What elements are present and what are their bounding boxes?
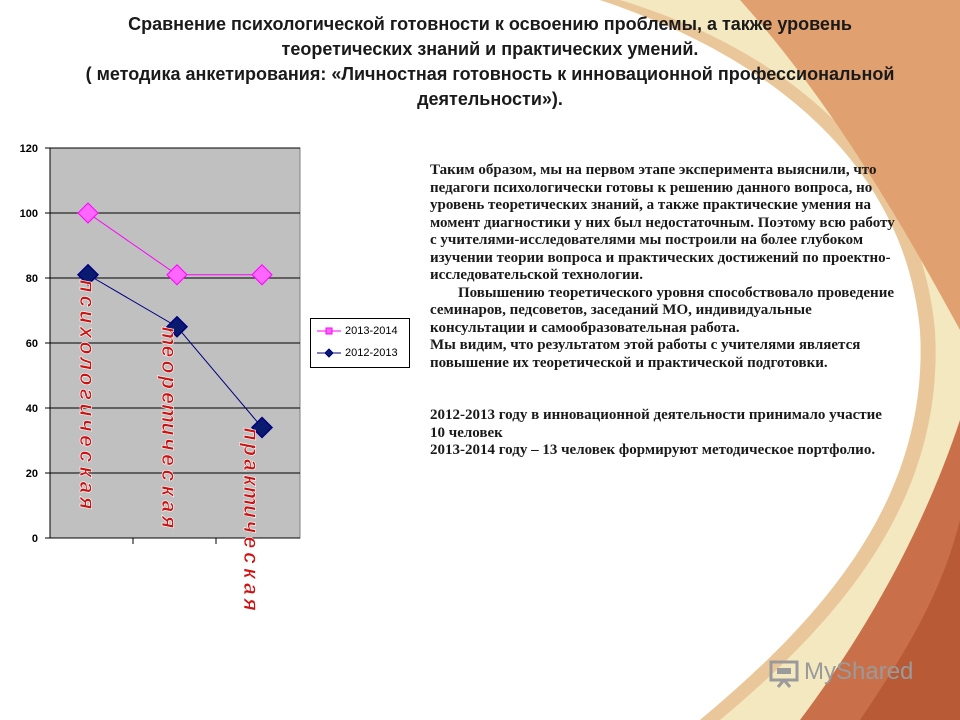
category-label-char: е	[157, 392, 180, 404]
category-label-char: р	[239, 443, 262, 456]
category-label-char: к	[75, 466, 98, 478]
category-label-char: х	[75, 326, 98, 339]
paragraph-2012-2013: 2012-2013 году в инновационной деятельности принимало участие 10 человек	[430, 407, 882, 441]
watermark-label: MyShared	[804, 658, 914, 685]
category-label-char: с	[75, 450, 98, 463]
category-label-char: о	[157, 360, 180, 374]
y-tick-label-120: 120	[19, 143, 38, 155]
legend-label-2013-2014: 2013-2014	[345, 325, 398, 337]
legend-label-2012-2013: 2012-2013	[345, 347, 398, 359]
category-label-char: е	[157, 345, 180, 358]
paragraph-conclusion: Таким образом, мы на первом этапе эксперимента выяснили, что педагоги психологически готовы к решению данного вопроса, но уровень теоретических знаний, а также практические умения на момент диагностики у них был недостаточным. Поэтому всю работу с учителями-исследователями мы построили на более глубоком изучении теории вопроса и практических достижений по проектно-исследовательской технологии.	[430, 162, 895, 283]
category-label-char: и	[157, 422, 180, 436]
category-label-char: а	[157, 500, 180, 513]
category-label-char: е	[75, 435, 98, 447]
category-label-char: ч	[239, 520, 262, 534]
category-label-char: я	[239, 598, 262, 611]
category-label-char: о	[75, 372, 98, 386]
category-label-0	[75, 280, 98, 510]
y-tick-label-0: 0	[31, 533, 38, 545]
category-label-char: е	[157, 454, 180, 466]
category-label-char: е	[239, 536, 262, 549]
category-label-char: и	[239, 505, 262, 518]
title-line-3: ( методика анкетирования: «Личностная готовность к инновационной профессиональной	[85, 64, 895, 84]
category-label-char: к	[157, 485, 180, 497]
category-label-char: р	[157, 376, 180, 389]
y-tick-label-40: 40	[25, 403, 38, 415]
category-label-char: к	[239, 568, 262, 579]
paragraph-result: Мы видим, что результатом этой работы с учителями является повышение их теоретической и практической подготовки.	[430, 337, 861, 371]
paragraph-theory: Повышению теоретического уровня способствовало проведение семинаров, педсоветов, заседаний МО, индивидуальные консультации и самообразовательная работа.	[430, 284, 894, 336]
body-text	[430, 162, 900, 460]
legend-marker-diamond-icon	[317, 348, 341, 358]
category-label-char: и	[75, 310, 98, 324]
legend-item-2012-2013	[317, 345, 398, 361]
category-label-char: с	[157, 469, 180, 482]
chart-legend	[310, 318, 410, 368]
y-tick-label-20: 20	[25, 468, 38, 480]
category-label-char: с	[239, 552, 262, 564]
category-label-char: л	[75, 356, 98, 371]
category-label-char: к	[239, 475, 262, 486]
y-tick-label-80: 80	[25, 273, 38, 285]
category-label-char: о	[75, 341, 98, 355]
category-label-char: а	[239, 459, 262, 471]
category-label-char: т	[157, 326, 180, 346]
category-label-char: а	[75, 481, 98, 494]
title-line-2: теоретических знаний и практических умений.	[281, 39, 699, 59]
category-label-char: п	[75, 279, 98, 293]
legend-marker-square-icon	[317, 326, 341, 336]
category-label-char: я	[157, 515, 180, 529]
category-label-char: т	[157, 404, 180, 423]
category-label-char: п	[239, 427, 262, 441]
y-tick-label-60: 60	[25, 338, 38, 350]
category-label-char: ч	[157, 438, 180, 451]
category-label-char: а	[239, 583, 262, 595]
legend-item-2013-2014	[317, 323, 398, 339]
title-line-1: Сравнение психологической готовности к освоению проблемы, а также уровень	[128, 14, 852, 34]
paragraph-2013-2014: 2013-2014 году – 13 человек формируют методическое портфолио.	[430, 442, 876, 458]
category-label-char: т	[239, 486, 262, 506]
y-tick-label-100: 100	[19, 208, 38, 220]
category-label-char: и	[75, 403, 98, 417]
title-line-4: деятельности»).	[417, 89, 563, 109]
category-label-char: с	[75, 295, 98, 308]
category-label-char: я	[75, 496, 98, 510]
category-label-char: ч	[75, 419, 98, 432]
presentation-icon	[768, 656, 800, 688]
category-label-char: г	[75, 388, 98, 401]
watermark	[768, 656, 913, 688]
